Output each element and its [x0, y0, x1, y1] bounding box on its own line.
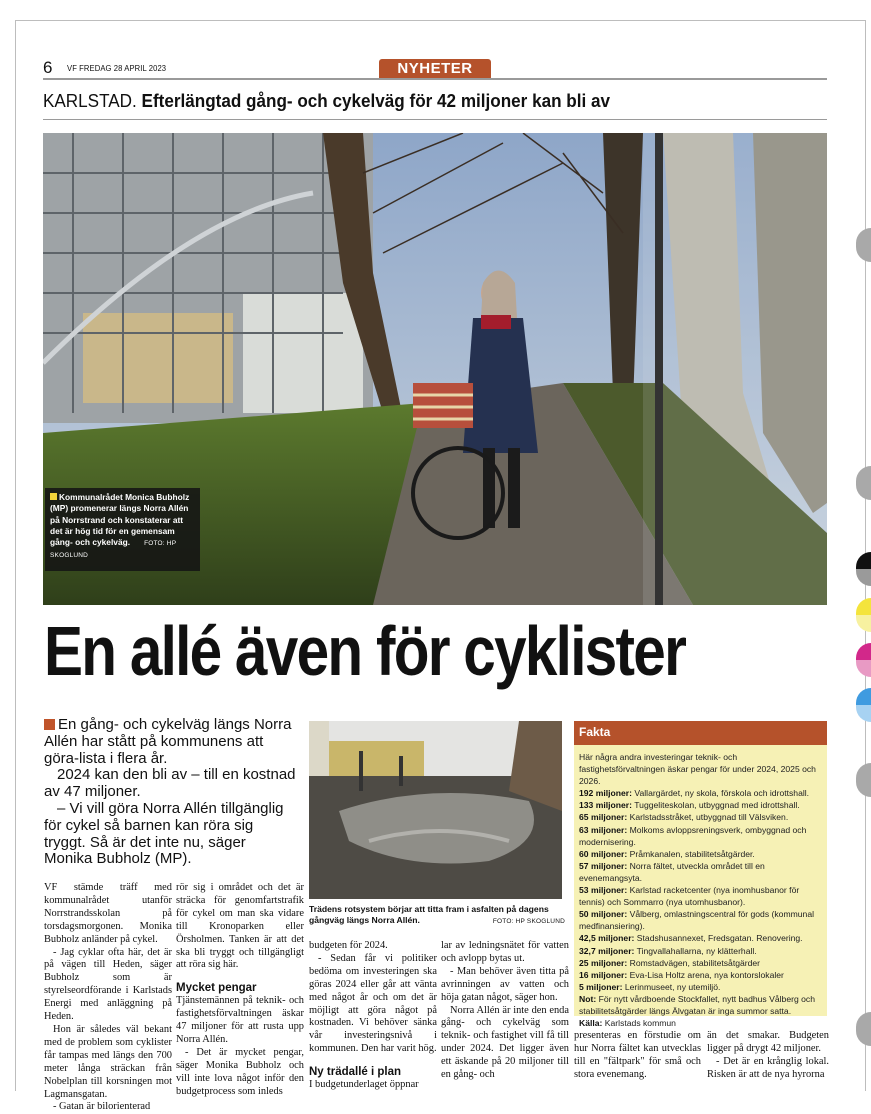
kicker-rule	[43, 119, 827, 120]
body-paragraph: VF stämde träff med kommunalrådet utanför Norrstrandsskolan på torsdagsmorgonen. Monika Bubholz anländer på cykel.	[44, 882, 172, 945]
fakta-item	[579, 799, 822, 811]
registration-mark-black	[856, 552, 871, 586]
fakta-item-text: Karlstads kommun	[602, 1018, 676, 1029]
registration-mark	[856, 763, 871, 797]
registration-mark	[856, 466, 871, 500]
secondary-caption-text: Trädens rotsystem börjar att titta fram i asfalten på dagens gångväg längs Norra Allén.	[309, 904, 549, 925]
body-paragraph: rör sig i området och det är sträcka för genomfartstrafik för cykel om man ska vidare till Kronoparken eller Örsholmen. Tanken är att det ska bli tryggt och tillgängligt att röra sig här.	[176, 882, 304, 971]
fakta-item	[579, 860, 822, 884]
fakta-item	[579, 969, 822, 981]
dateline: VF FREDAG 28 APRIL 2023	[67, 63, 167, 73]
secondary-photo-image	[309, 721, 562, 899]
fakta-item-amount: 25 miljoner:	[579, 957, 628, 968]
fakta-item-amount: 16 miljoner:	[579, 969, 628, 980]
print-registration-marks	[856, 0, 871, 1080]
ingress-paragraph: – Vi vill göra Norra Allén tillgänglig för cykel så barnen kan röra sig tryggt. Så är det inte nu, säger Monika Bubholz (MP).	[44, 799, 284, 868]
hero-caption-text: Kommunalrådet Monica Bubholz (MP) promenerar längs Norra Allén på Norrstrand och konstaterar att det är hög tid för en gemensam gång- och cykelväg.	[50, 492, 190, 548]
fakta-item	[579, 787, 822, 799]
body-paragraph: - Man behöver även titta på avrinningen av vatten och höja gatan något, säger hon.	[441, 965, 569, 1003]
kicker	[43, 91, 610, 112]
hero-photo-credit: FOTO: HP SKOGLUND	[50, 540, 177, 560]
section-tag: NYHETER	[379, 59, 491, 79]
ingress-paragraph	[44, 717, 296, 767]
body-column-6	[707, 1030, 829, 1082]
ingress-paragraph: 2024 kan den bli av – till en kostnad av 47 miljoner.	[44, 766, 296, 801]
fakta-item-text: Romstadvägen, stabilitetsåtgärder	[627, 957, 761, 968]
fakta-item-text: Stadshusannexet, Fredsgatan. Renovering.	[634, 933, 803, 944]
fakta-item-text: Karlstad racketcenter (nya inomhusbanor för tennis) och Sommarro (nya utomhusbanor).	[579, 885, 800, 908]
body-paragraph: - Jag cyklar ofta här, det är på vägen till Heden, säger Bubholz som är styrelseordförande i Karlstads Energi med anläggning på Heden.	[44, 946, 172, 1023]
fakta-item-amount: 63 miljoner:	[579, 824, 628, 835]
body-paragraph: än det smakar. Budgeten ligger på drygt 42 miljoner.	[707, 1030, 829, 1054]
body-paragraph: presenteras en förstudie om hur Norra fältet kan utvecklas till en "fältpark" för små och stora evenemang.	[574, 1030, 701, 1080]
fakta-item-text: Norra fältet, utveckla området till en evenemangsyta.	[579, 860, 765, 883]
body-column-4	[441, 940, 569, 1082]
fakta-item-text: Vallargärdet, ny skola, förskola och idrottshall.	[632, 788, 810, 799]
body-paragraph: - Det är mycket pengar, säger Monika Bubholz och vill inte lova något inför den budgetprocess som inleds	[176, 1046, 304, 1097]
fakta-item-amount: 133 miljoner:	[579, 800, 633, 811]
registration-mark-yellow	[856, 598, 871, 632]
kicker-place: KARLSTAD.	[43, 91, 137, 111]
registration-mark-magenta	[856, 643, 871, 677]
body-paragraph: Norra Allén är inte den enda gång- och cykelväg som teknik- och fastighet vill få till under 2024. Det ligger även ett äskande på 20 miljoner till en gång- och	[441, 1004, 569, 1081]
fakta-item	[579, 884, 822, 908]
fakta-item	[579, 811, 822, 823]
fakta-item-text: Tingvallahallarna, ny klätterhall.	[634, 945, 757, 956]
masthead	[43, 58, 827, 80]
ingress	[44, 717, 296, 868]
caption-marker-icon	[50, 493, 57, 500]
secondary-photo-credit: FOTO: HP SKOGLUND	[492, 918, 565, 925]
fakta-item-amount: Not:	[579, 993, 597, 1004]
fakta-item	[579, 993, 822, 1017]
fakta-item-amount: 60 miljoner:	[579, 848, 628, 859]
body-column-1	[44, 882, 172, 1114]
fakta-item-amount: 53 miljoner:	[579, 885, 628, 896]
body-paragraph: - Sedan får vi politiker bedöma om investeringen ska göras 2024 eller går att vänta med något år och om det är möjligt att göra något på kostnaden. Vi behöver sänka vår investeringsnivå i kommunen. Den har varit hög.	[309, 952, 437, 1055]
body-paragraph: - Det är en krånglig lokal. Risken är att de nya hyrorna	[707, 1055, 829, 1080]
fakta-item	[579, 908, 822, 932]
fakta-item-amount: Källa:	[579, 1018, 603, 1029]
fakta-intro: Här några andra investeringar teknik- och fastighetsförvaltningen äskar pengar för under 2024, 2025 och 2026.	[579, 752, 816, 787]
fakta-item-amount: 5 miljoner:	[579, 981, 623, 992]
fakta-item-amount: 192 miljoner:	[579, 788, 633, 799]
fakta-item	[579, 932, 822, 944]
ingress-marker-icon	[44, 719, 55, 730]
header-rule	[43, 78, 827, 80]
fakta-item-text: Lerinmuseet, ny utemiljö.	[622, 981, 721, 992]
fakta-item	[579, 824, 822, 848]
ingress-text: En gång- och cykelväg längs Norra Allén har stått på kommunens att göra-lista i flera år.	[44, 716, 292, 767]
fakta-item-text: Vålberg, omlastningscentral för gods (kommunal medfinansiering).	[579, 909, 815, 932]
fakta-item-amount: 57 miljoner:	[579, 860, 628, 871]
body-paragraph: Tjänstemännen på teknik- och fastighetsförvaltningen äskar 47 miljoner för att rusta upp Norra Allén.	[176, 995, 304, 1046]
fakta-item	[579, 848, 822, 860]
fakta-item	[579, 945, 822, 957]
fakta-body	[574, 745, 827, 1029]
page-number: 6	[43, 58, 53, 77]
fakta-item	[579, 1017, 822, 1029]
body-paragraph: lar av ledningsnätet för vatten och avlopp bytas ut.	[441, 940, 569, 964]
registration-mark	[856, 1012, 871, 1046]
fakta-item-text: Molkoms avloppsreningsverk, ombyggnad och modernisering.	[579, 824, 807, 847]
subheading: Ny trädallé i plan	[309, 1066, 402, 1079]
body-column-5	[574, 1030, 701, 1082]
kicker-headline: Efterlängtad gång- och cykelväg för 42 miljoner kan bli av	[141, 91, 611, 111]
body-column-3	[309, 940, 437, 1092]
body-paragraph: - Gatan är bilorienterad	[53, 1101, 151, 1113]
fakta-item-amount: 50 miljoner:	[579, 909, 628, 920]
fakta-box	[574, 721, 827, 1029]
fakta-item-amount: 65 miljoner:	[579, 812, 628, 823]
fakta-item-text: För nytt vårdboende Stockfallet, nytt badhus Vålberg och stabilitetsåtgärder längs Älvgatan är inga summor satta.	[579, 993, 815, 1016]
fakta-item	[579, 981, 822, 993]
registration-mark-cyan	[856, 688, 871, 722]
fakta-item-text: Tuggeliteskolan, utbyggnad med idrottshall.	[632, 800, 800, 811]
body-paragraph: Hon är således väl bekant med de problem som cyklister får tampas med längs den 700 meter långa sträckan från Nobelplan till korsningen mot Lagmansgatan.	[44, 1023, 172, 1100]
fakta-item	[579, 957, 822, 969]
fakta-title: Fakta	[574, 721, 827, 745]
secondary-photo-caption	[309, 904, 565, 927]
registration-mark	[856, 228, 871, 262]
main-headline: En allé även för cyklister	[44, 612, 686, 691]
body-column-2	[176, 882, 304, 1099]
fakta-item-amount: 42,5 miljoner:	[579, 933, 635, 944]
body-paragraph: I budgetunderlaget öppnar	[309, 1079, 419, 1091]
hero-photo-caption	[45, 488, 200, 571]
secondary-photo	[309, 721, 562, 899]
fakta-item-text: Karlstadsstråket, utbyggnad till Välsviken.	[627, 812, 789, 823]
fakta-item-text: Pråmkanalen, stabilitetsåtgärder.	[627, 848, 755, 859]
subheading: Mycket pengar	[176, 982, 257, 995]
fakta-item-amount: 32,7 miljoner:	[579, 945, 635, 956]
fakta-item-text: Eva-Lisa Holtz arena, nya kontorslokaler	[627, 969, 784, 980]
body-paragraph: budgeten för 2024.	[309, 940, 388, 951]
